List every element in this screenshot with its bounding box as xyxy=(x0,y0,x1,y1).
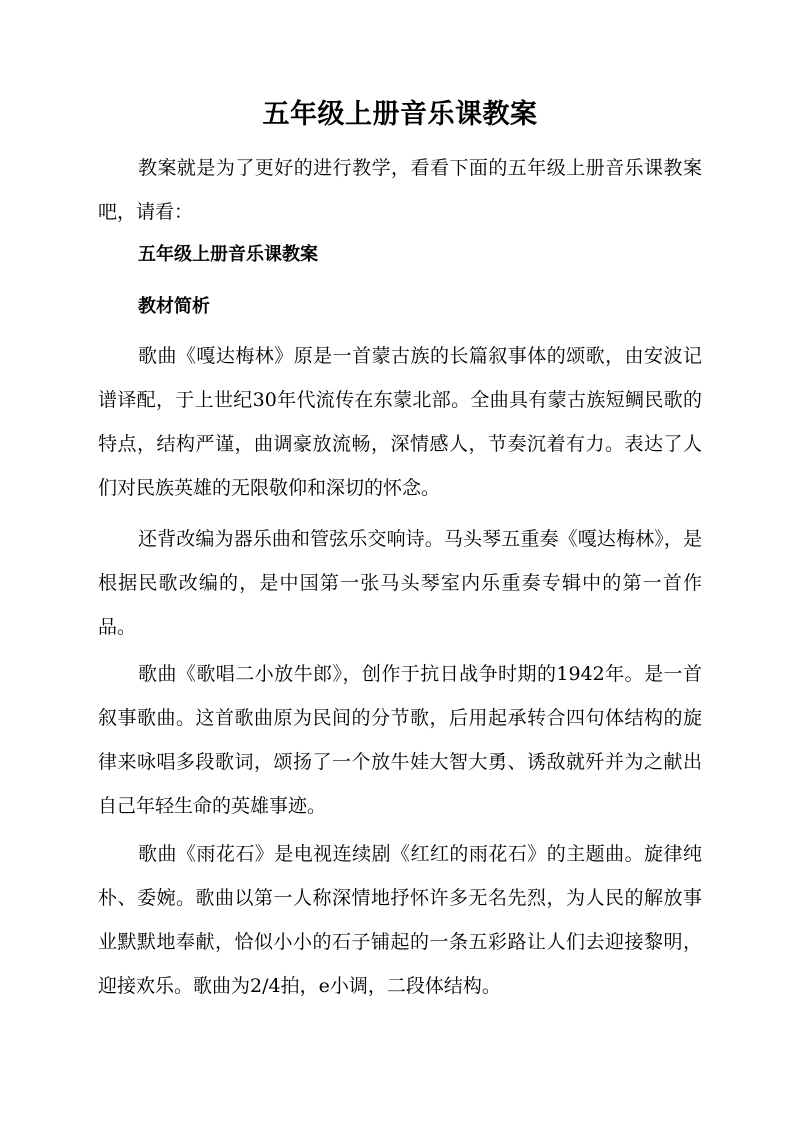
subtitle-heading: 五年级上册音乐课教案 xyxy=(138,244,318,265)
intro-paragraph: 教案就是为了更好的进行教学，看看下面的五年级上册音乐课教案吧，请看： xyxy=(98,157,702,223)
body-paragraph: 歌曲《歌唱二小放牛郎》，创作于抗日战争时期的1942年。是一首叙事歌曲。这首歌曲原为民间的分节歌，后用起承转合四句体结构的旋律来咏唱多段歌词，颂扬了一个放牛娃大智大勇、诱敌就歼并为之献出自己年轻生命的英雄事迹。 xyxy=(98,663,702,817)
section-heading: 教材简析 xyxy=(138,296,210,317)
body-paragraph: 歌曲《嘎达梅林》原是一首蒙古族的长篇叙事体的颂歌，由安波记谱译配，于上世纪30年代流传在东蒙北部。全曲具有蒙古族短鲷民歌的特点，结构严谨，曲调豪放流畅，深情感人，节奏沉着有力。表达了人们对民族英雄的无限敬仰和深切的怀念。 xyxy=(98,345,702,499)
document-title: 五年级上册音乐课教案 xyxy=(262,99,538,130)
body-paragraph: 歌曲《雨花石》是电视连续剧《红红的雨花石》的主题曲。旋律纯朴、委婉。歌曲以第一人称深情地抒怀许多无名先烈，为人民的解放事业默默地奉献，恰似小小的石子铺起的一条五彩路让人们去迎接黎明，迎接欢乐。歌曲为2/4拍，e小调，二段体结构。 xyxy=(98,843,702,997)
body-paragraph: 还背改编为器乐曲和管弦乐交响诗。马头琴五重奏《嘎达梅林》，是根据民歌改编的，是中国第一张马头琴室内乐重奏专辑中的第一首作品。 xyxy=(98,528,702,638)
